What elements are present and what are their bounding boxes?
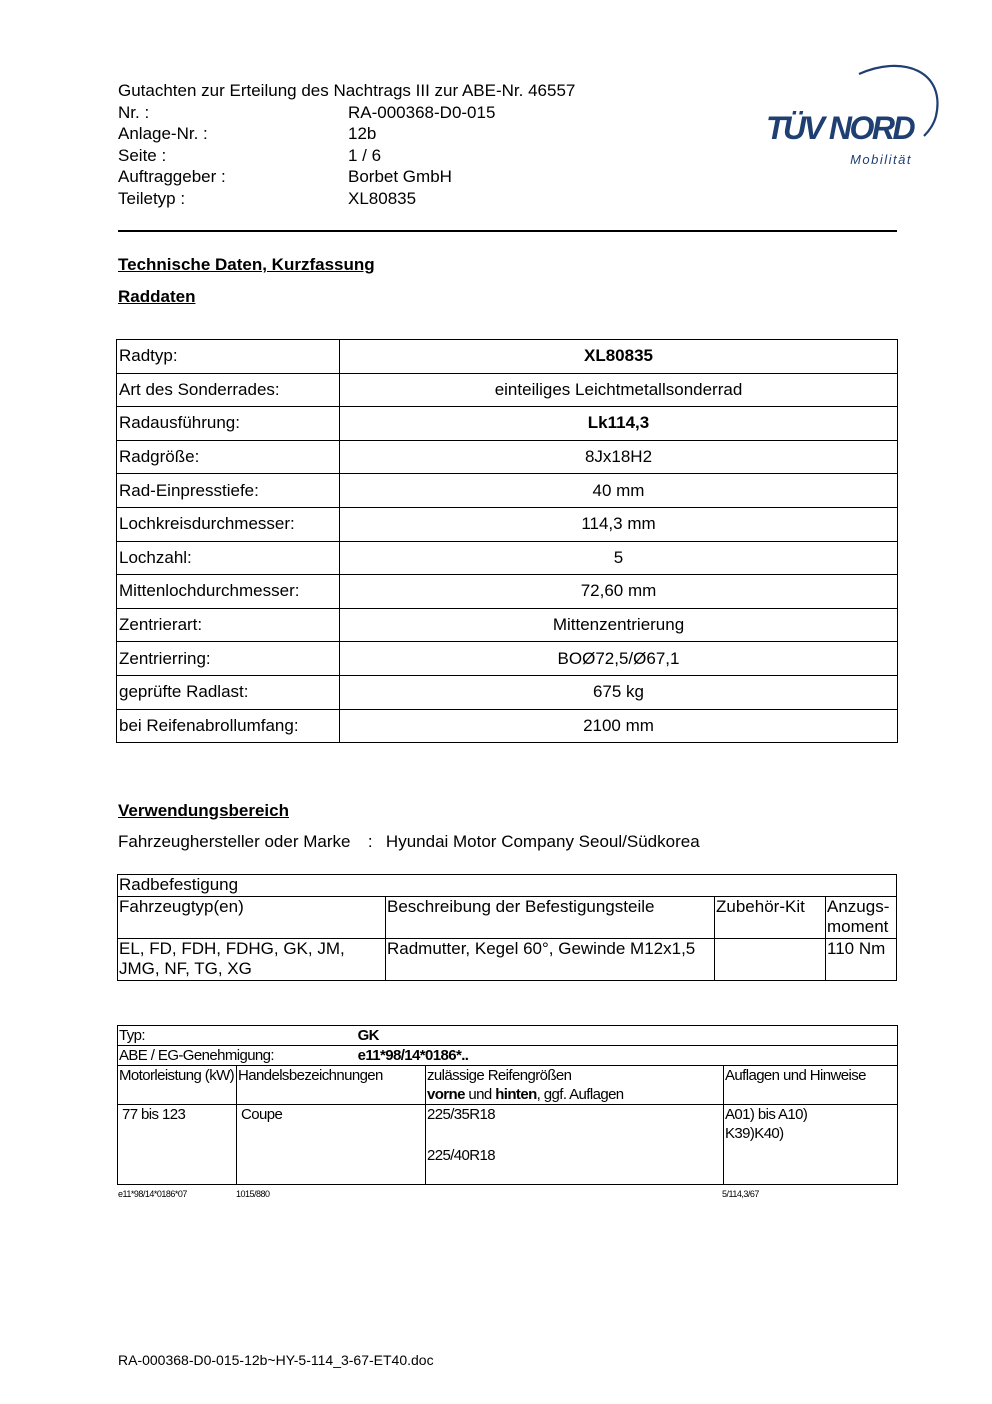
row-value: 40 mm bbox=[340, 474, 898, 508]
table-row bbox=[117, 373, 898, 407]
section-technische-daten: Technische Daten, Kurzfassung bbox=[118, 255, 375, 274]
table-row bbox=[118, 1046, 898, 1066]
column-header: Handelsbezeichnungen bbox=[237, 1066, 426, 1105]
row-label: Radausführung: bbox=[117, 407, 340, 441]
header-label: Auftraggeber : bbox=[118, 167, 226, 186]
table-cell: EL, FD, FDH, FDHG, GK, JM, JMG, NF, TG, XG bbox=[118, 938, 386, 980]
column-header-reifen bbox=[426, 1066, 724, 1105]
reifen-header-line1: zulässige Reifengrößen bbox=[427, 1067, 572, 1084]
tire-size: 225/40R18 bbox=[427, 1147, 495, 1164]
document-filename: RA-000368-D0-015-12b~HY-5-114_3-67-ET40.doc bbox=[118, 1352, 434, 1368]
row-label: Lochzahl: bbox=[117, 541, 340, 575]
table-row bbox=[117, 675, 898, 709]
row-label: Lochkreisdurchmesser: bbox=[117, 507, 340, 541]
row-label: Mittenlochdurchmesser: bbox=[117, 575, 340, 609]
header-label: Teiletyp : bbox=[118, 188, 186, 208]
hersteller-value: Hyundai Motor Company Seoul/Südkorea bbox=[385, 832, 700, 851]
column-header: Auflagen und Hinweise bbox=[724, 1066, 898, 1105]
table-cell: 77 bis 123 bbox=[118, 1105, 237, 1185]
table-row bbox=[118, 938, 897, 980]
column-header: Fahrzeugtyp(en) bbox=[118, 896, 386, 938]
table-row bbox=[118, 875, 897, 897]
table-cell-reifen bbox=[426, 1105, 724, 1185]
row-label: Rad-Einpresstiefe: bbox=[117, 474, 340, 508]
row-label: geprüfte Radlast: bbox=[117, 675, 340, 709]
header-row-auftraggeber bbox=[118, 166, 575, 188]
radbefestigung-title: Radbefestigung bbox=[118, 875, 897, 897]
typ-value: GK bbox=[357, 1027, 379, 1044]
header-label: Seite : bbox=[118, 145, 167, 165]
footnote-code: 1015/880 bbox=[236, 1189, 270, 1199]
header-value: RA-000368-D0-015 bbox=[348, 102, 496, 122]
row-value: BOØ72,5/Ø67,1 bbox=[340, 642, 898, 676]
tire-size: 225/35R18 bbox=[427, 1106, 495, 1123]
table-cell bbox=[715, 938, 826, 980]
row-value: Mittenzentrierung bbox=[340, 608, 898, 642]
tuv-nord-logo bbox=[764, 58, 944, 170]
table-cell-auflagen bbox=[724, 1105, 898, 1185]
row-value: 675 kg bbox=[340, 675, 898, 709]
table-row bbox=[117, 407, 898, 441]
table-row bbox=[117, 642, 898, 676]
auflagen-line: K39)K40) bbox=[725, 1125, 784, 1142]
header-row-nr bbox=[118, 102, 575, 124]
row-value: 5 bbox=[340, 541, 898, 575]
row-label: bei Reifenabrollumfang: bbox=[117, 709, 340, 743]
row-value: 114,3 mm bbox=[340, 507, 898, 541]
column-header: Beschreibung der Befestigungsteile bbox=[386, 896, 715, 938]
table-row bbox=[117, 340, 898, 374]
table-header-row bbox=[118, 1066, 898, 1105]
table-row bbox=[117, 541, 898, 575]
row-value: 2100 mm bbox=[340, 709, 898, 743]
radbefestigung-table bbox=[117, 874, 897, 981]
hersteller-separator: : bbox=[367, 832, 373, 851]
table-row bbox=[117, 474, 898, 508]
header-label: Anlage-Nr. : bbox=[118, 124, 208, 143]
section-raddaten: Raddaten bbox=[118, 287, 196, 306]
table-cell: Coupe bbox=[237, 1105, 426, 1185]
table-header-row bbox=[118, 896, 897, 938]
row-value: 72,60 mm bbox=[340, 575, 898, 609]
abe-value: e11*98/14*0186*.. bbox=[357, 1047, 469, 1064]
footnote-bolt: 5/114,3/67 bbox=[722, 1189, 759, 1199]
reifen-header-post: , ggf. Auflagen bbox=[536, 1086, 624, 1103]
row-label: Radgröße: bbox=[117, 440, 340, 474]
abe-label: ABE / EG-Genehmigung: bbox=[119, 1047, 274, 1064]
auflagen-line: A01) bis A10) bbox=[725, 1106, 808, 1123]
table-cell: Radmutter, Kegel 60°, Gewinde M12x1,5 bbox=[386, 938, 715, 980]
header-row-teiletyp bbox=[118, 188, 575, 210]
table-row bbox=[118, 1026, 898, 1046]
header-row-anlage bbox=[118, 123, 575, 145]
logo-wordmark: TÜV NORD bbox=[766, 110, 914, 146]
table-row bbox=[117, 575, 898, 609]
reifen-header-vorne: vorne bbox=[427, 1086, 465, 1103]
typ-row bbox=[118, 1026, 898, 1046]
column-header: Anzugs-moment bbox=[826, 896, 897, 938]
header-divider bbox=[118, 230, 897, 232]
header-label: Nr. : bbox=[118, 102, 150, 122]
hersteller-label: Fahrzeughersteller oder Marke bbox=[118, 832, 351, 851]
row-value: Lk114,3 bbox=[340, 407, 898, 441]
section-verwendungsbereich: Verwendungsbereich bbox=[118, 801, 289, 820]
column-header: Motorleistung (kW) bbox=[118, 1066, 237, 1105]
reifen-header-und: und bbox=[464, 1086, 496, 1103]
header-value: Borbet GmbH bbox=[348, 167, 452, 186]
table-row bbox=[117, 507, 898, 541]
row-value: 8Jx18H2 bbox=[340, 440, 898, 474]
document-header bbox=[118, 80, 575, 209]
table-row bbox=[117, 440, 898, 474]
abe-row bbox=[118, 1046, 898, 1066]
header-row-seite bbox=[118, 145, 575, 167]
column-header: Zubehör-Kit bbox=[715, 896, 826, 938]
logo-subtitle: Mobilität bbox=[850, 152, 912, 167]
typ-label: Typ: bbox=[119, 1027, 145, 1044]
table-row bbox=[117, 608, 898, 642]
row-label: Zentrierart: bbox=[117, 608, 340, 642]
row-value: XL80835 bbox=[340, 340, 898, 374]
row-label: Radtyp: bbox=[117, 340, 340, 374]
row-label: Zentrierring: bbox=[117, 642, 340, 676]
table-row bbox=[117, 709, 898, 743]
reifen-header-hinten: hinten bbox=[495, 1086, 537, 1103]
typ-table bbox=[117, 1025, 898, 1185]
table-cell: 110 Nm bbox=[826, 938, 897, 980]
header-value: 12b bbox=[348, 124, 377, 143]
header-value: 1 / 6 bbox=[348, 145, 382, 165]
footnote-abe: e11*98/14*0186*07 bbox=[118, 1189, 187, 1199]
raddaten-table bbox=[116, 339, 898, 743]
report-title: Gutachten zur Erteilung des Nachtrags III zur ABE-Nr. 46557 bbox=[118, 81, 576, 100]
row-value: einteiliges Leichtmetallsonderrad bbox=[340, 373, 898, 407]
header-value: XL80835 bbox=[348, 188, 417, 208]
row-label: Art des Sonderrades: bbox=[117, 373, 340, 407]
hersteller-line bbox=[118, 832, 700, 852]
table-row bbox=[118, 1105, 898, 1185]
